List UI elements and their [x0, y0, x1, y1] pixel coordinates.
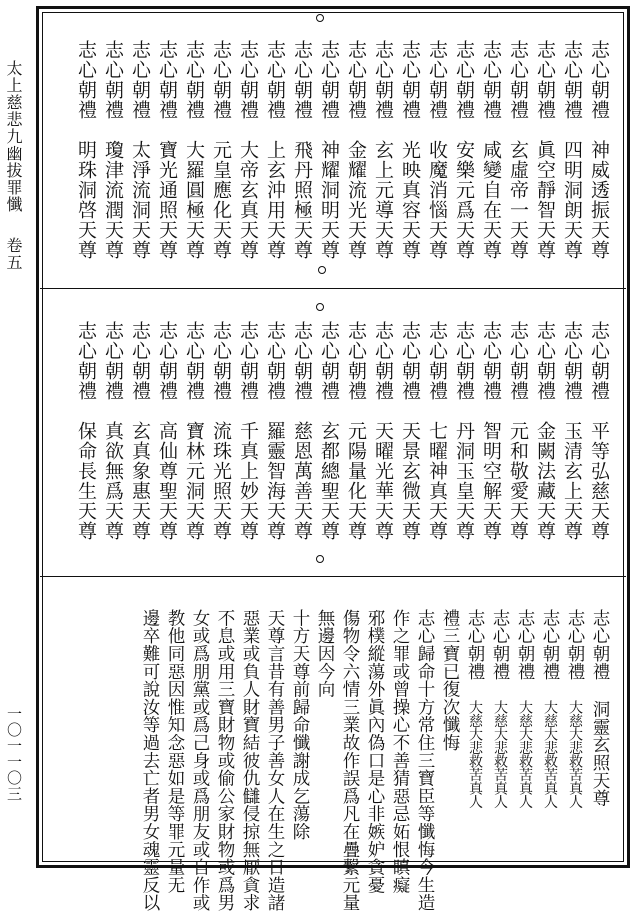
deity-name: 明珠洞啓天尊 [75, 140, 97, 260]
column-head: 志心朝禮 [318, 321, 340, 401]
deity-name: 平等弘慈天尊 [588, 421, 610, 541]
column-head: 志心朝禮 [534, 321, 556, 401]
deity-name: 洞靈玄照天尊 [590, 700, 610, 808]
deity-name: 咸變自在天尊 [480, 140, 502, 260]
deity-name: 太淨流洞天尊 [129, 140, 151, 260]
deity-name: 流珠光照天尊 [210, 421, 232, 541]
column-head: 志心朝禮 [156, 40, 178, 120]
text-column [75, 40, 97, 277]
text-column [561, 40, 583, 277]
column-head: 志心朝禮 [534, 40, 556, 120]
column-head: 志心朝禮 [426, 321, 448, 401]
text-column [534, 321, 556, 565]
text-column [139, 609, 160, 912]
column-head: 志心朝禮 [588, 40, 610, 120]
deity-name: 玄上元導天尊 [372, 140, 394, 260]
column-head: 志心朝禮 [490, 609, 510, 681]
deity-name: 羅靈智海天尊 [264, 421, 286, 541]
column-head: 志心朝禮 [156, 321, 178, 401]
column-head: 志心朝禮 [102, 321, 124, 401]
text-column [210, 40, 232, 277]
column-head: 志心朝禮 [426, 40, 448, 120]
column-head: 不息或用三寶財物或偷公家財物或爲男 [215, 609, 235, 912]
column-head: 志心朝禮 [183, 321, 205, 401]
text-column [480, 40, 502, 277]
text-column [589, 609, 610, 852]
text-column [453, 40, 475, 277]
text-column [291, 40, 313, 277]
text-column [189, 609, 210, 912]
text-column [426, 40, 448, 277]
text-column [291, 321, 313, 565]
text-panel-middle [40, 291, 626, 575]
column-head: 志心朝禮 [453, 40, 475, 120]
text-column [414, 609, 435, 912]
page-number: 一〇一一〇三 [5, 706, 23, 802]
text-column [345, 321, 367, 565]
panel-divider [40, 288, 626, 289]
text-column [156, 321, 178, 565]
text-column [339, 609, 360, 912]
column-head: 禮三寶已復次懺悔 [440, 609, 460, 752]
column-head: 志心朝禮 [588, 321, 610, 401]
column-head: 志心朝禮 [590, 609, 610, 681]
deity-name: 金闕法藏天尊 [534, 421, 556, 541]
deity-name: 丹洞玉皇天尊 [453, 421, 475, 541]
column-head: 志心朝禮 [565, 609, 585, 681]
text-column [264, 609, 285, 912]
text-panel-bottom [40, 579, 626, 912]
column-head: 作之罪或曾操心不善猜惡忌妬恨瞋癡 [390, 609, 410, 894]
deity-name: 寶光通照天尊 [156, 140, 178, 260]
column-head: 志心朝禮 [372, 321, 394, 401]
column-head: 志心朝禮 [515, 609, 535, 681]
deity-name: 玄虛帝一天尊 [507, 140, 529, 260]
column-head: 惡業或負人財寶結彼仇讎侵掠無厭貪求 [240, 609, 260, 912]
column-head: 教他同惡因惟知念惡如是等罪元量无 [165, 609, 185, 894]
text-column [102, 40, 124, 277]
column-head: 志心朝禮 [507, 321, 529, 401]
column-head: 志心朝禮 [102, 40, 124, 120]
column-head: 志心朝禮 [237, 40, 259, 120]
panel-divider [40, 576, 626, 577]
column-head: 志心朝禮 [264, 40, 286, 120]
deity-name: 高仙尊聖天尊 [156, 421, 178, 541]
text-column [588, 40, 610, 277]
text-column [534, 40, 556, 277]
column-head: 志心朝禮 [210, 321, 232, 401]
text-column [364, 609, 385, 894]
deity-name: 七曜神真天尊 [426, 421, 448, 541]
book-title: 太上慈悲九幽拔罪懺 [4, 60, 23, 213]
text-column [183, 40, 205, 277]
text-column [289, 609, 310, 852]
text-column [399, 40, 421, 277]
column-head: 女或爲朋黨或爲己身或爲朋友或自作或 [190, 609, 210, 912]
deity-name: 大羅圓極天尊 [183, 140, 205, 260]
deity-name: 金耀流光天尊 [345, 140, 367, 260]
text-column [588, 321, 610, 565]
deity-name: 上玄沖用天尊 [264, 140, 286, 260]
text-column [372, 321, 394, 565]
margin-title [4, 60, 22, 271]
column-head: 十方天尊前歸命懺謝成乞蕩除 [290, 609, 310, 841]
column-head: 志心朝禮 [453, 321, 475, 401]
text-column [264, 40, 286, 277]
column-head: 志心朝禮 [291, 321, 313, 401]
column-head: 志心朝禮 [372, 40, 394, 120]
column-head: 志心朝禮 [237, 321, 259, 401]
text-column [214, 609, 235, 912]
column-group [75, 321, 610, 565]
text-column [480, 321, 502, 565]
deity-name: 玄真象惠天尊 [129, 421, 151, 541]
column-head: 志心朝禮 [561, 40, 583, 120]
column-head: 邊卒難可說汝等過去亡者男女魂靈反以 [140, 609, 160, 912]
deity-name: 眞空靜智天尊 [534, 140, 556, 260]
column-head: 志心朝禮 [75, 40, 97, 120]
text-column [129, 40, 151, 277]
deity-name: 大帝玄真天尊 [237, 140, 259, 260]
text-column [237, 40, 259, 277]
column-head: 志心朝禮 [345, 40, 367, 120]
deity-name: 大慈大悲救苦真人 [542, 700, 558, 809]
column-group [75, 40, 610, 277]
text-column [426, 321, 448, 565]
text-column [75, 321, 97, 565]
text-column [345, 40, 367, 277]
deity-name: 寶林元洞天尊 [183, 421, 205, 541]
deity-name: 真欲無爲天尊 [102, 421, 124, 541]
text-column [464, 609, 485, 852]
text-column [453, 321, 475, 565]
deity-name: 玉清玄上天尊 [561, 421, 583, 541]
deity-name: 飛丹照極天尊 [291, 140, 313, 260]
deity-name: 千真上妙天尊 [237, 421, 259, 541]
column-head: 志心朝禮 [345, 321, 367, 401]
column-head: 志心朝禮 [561, 321, 583, 401]
text-column [539, 609, 560, 852]
text-column [564, 609, 585, 852]
column-head: 天尊言昔有善男子善女人在生之日造諸 [265, 609, 285, 912]
deity-name: 大慈大悲救苦真人 [567, 700, 583, 809]
deity-name: 智明空解天尊 [480, 421, 502, 541]
text-column [389, 609, 410, 894]
text-column [372, 40, 394, 277]
text-column [314, 609, 335, 852]
column-head: 志心朝禮 [507, 40, 529, 120]
deity-name: 神耀洞明天尊 [318, 140, 340, 260]
text-column [183, 321, 205, 565]
column-head: 志心朝禮 [318, 40, 340, 120]
text-column [507, 321, 529, 565]
deity-name: 瓊津流潤天尊 [102, 140, 124, 260]
text-column [102, 321, 124, 565]
text-panel-top [40, 10, 626, 287]
text-column [156, 40, 178, 277]
column-head: 志心朝禮 [264, 321, 286, 401]
text-column [129, 321, 151, 565]
deity-name: 慈恩萬善天尊 [291, 421, 313, 541]
column-head: 志心朝禮 [480, 321, 502, 401]
text-column [507, 40, 529, 277]
deity-name: 天曜光華天尊 [372, 421, 394, 541]
deity-name: 元皇應化天尊 [210, 140, 232, 260]
text-column [318, 321, 340, 565]
text-column [164, 609, 185, 894]
deity-name: 大慈大悲救苦真人 [517, 700, 533, 809]
text-column [399, 321, 421, 565]
column-head: 志心朝禮 [480, 40, 502, 120]
text-column [514, 609, 535, 852]
column-head: 志心朝禮 [210, 40, 232, 120]
column-head: 志心朝禮 [399, 321, 421, 401]
deity-name: 安樂元爲天尊 [453, 140, 475, 260]
column-head: 志心朝禮 [291, 40, 313, 120]
deity-name: 大慈大悲救苦真人 [492, 700, 508, 809]
column-head: 志心朝禮 [399, 40, 421, 120]
text-column [489, 609, 510, 852]
text-column [318, 40, 340, 277]
deity-name: 元陽量化天尊 [345, 421, 367, 541]
text-column [264, 321, 286, 565]
deity-name: 收魔消惱天尊 [426, 140, 448, 260]
column-head: 志心朝禮 [129, 40, 151, 120]
column-head: 志心歸命十方常住三寶臣等懺悔今生造 [415, 609, 435, 912]
volume-label: 卷五 [4, 237, 23, 272]
column-head: 無邊因今向 [315, 609, 335, 698]
column-head: 傷物令六情三業故作誤爲凡在疊繫元量 [340, 609, 360, 912]
text-column [239, 609, 260, 912]
column-group [139, 609, 610, 912]
column-head: 志心朝禮 [75, 321, 97, 401]
column-head: 志心朝禮 [183, 40, 205, 120]
text-column [237, 321, 259, 565]
deity-name: 四明洞朗天尊 [561, 140, 583, 260]
text-column [439, 609, 460, 852]
column-head: 志心朝禮 [540, 609, 560, 681]
text-column [561, 321, 583, 565]
deity-name: 光映真容天尊 [399, 140, 421, 260]
column-head: 志心朝禮 [129, 321, 151, 401]
column-head: 邪樸縱蕩外眞內偽口是心非嫉妒貪憂 [365, 609, 385, 894]
deity-name: 神威透振天尊 [588, 140, 610, 260]
text-column [210, 321, 232, 565]
deity-name: 玄都總聖天尊 [318, 421, 340, 541]
deity-name: 保命長生天尊 [75, 421, 97, 541]
deity-name: 天景玄微天尊 [399, 421, 421, 541]
column-head: 志心朝禮 [465, 609, 485, 681]
deity-name: 大慈大悲救苦真人 [467, 700, 483, 809]
deity-name: 元和敬愛天尊 [507, 421, 529, 541]
